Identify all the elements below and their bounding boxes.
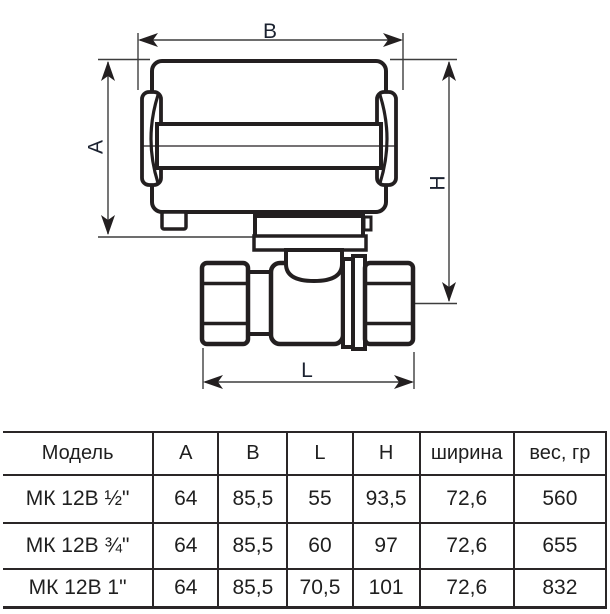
dimension-l	[203, 348, 414, 389]
value-cell: 64	[153, 523, 218, 569]
header-row	[3, 432, 606, 475]
valve-body	[202, 250, 413, 349]
value-cell: 101	[353, 569, 420, 608]
column-header-model: Модель	[3, 432, 153, 475]
column-header-b: B	[218, 432, 287, 475]
model-cell: МК 12В ½"	[3, 475, 153, 523]
column-header-width: ширина	[420, 432, 514, 475]
value-cell: 832	[514, 569, 606, 608]
value-cell: 70,5	[287, 569, 352, 608]
bracket-lower-band	[254, 236, 366, 250]
value-cell: 560	[514, 475, 606, 523]
value-cell: 64	[153, 569, 218, 608]
value-cell: 55	[287, 475, 352, 523]
dimensions-table	[3, 431, 607, 609]
column-header-h: H	[353, 432, 420, 475]
value-cell: 97	[353, 523, 420, 569]
dim-label-a: A	[84, 139, 108, 155]
actuator-bottom-tab	[162, 212, 186, 229]
table-row	[3, 475, 606, 523]
dim-label-l: L	[301, 359, 313, 382]
bracket-pin	[364, 217, 371, 230]
bracket-upper-band	[255, 216, 363, 237]
hex-nut-left	[202, 263, 248, 344]
dim-label-h: H	[426, 175, 450, 191]
valve-stem-dome	[286, 250, 342, 281]
model-cell: МК 12В 1"	[3, 569, 153, 608]
mounting-bracket	[254, 216, 371, 250]
hex-nut-right	[365, 263, 413, 344]
model-cell: МК 12В ¾"	[3, 523, 153, 569]
value-cell: 60	[287, 523, 352, 569]
dim-label-b: B	[262, 20, 278, 43]
dimensions-table-wrap	[3, 431, 607, 609]
table-row	[3, 569, 606, 608]
value-cell: 72,6	[420, 569, 514, 608]
value-cell: 72,6	[420, 475, 514, 523]
value-cell: 64	[153, 475, 218, 523]
actuator-body	[141, 61, 397, 229]
value-cell: 72,6	[420, 523, 514, 569]
table-row	[3, 523, 606, 569]
value-cell: 85,5	[218, 569, 287, 608]
value-cell: 93,5	[353, 475, 420, 523]
value-cell: 85,5	[218, 523, 287, 569]
value-cell: 85,5	[218, 475, 287, 523]
column-header-weight: вес, гр	[514, 432, 606, 475]
column-header-l: L	[287, 432, 352, 475]
column-header-a: A	[153, 432, 218, 475]
value-cell: 655	[514, 523, 606, 569]
